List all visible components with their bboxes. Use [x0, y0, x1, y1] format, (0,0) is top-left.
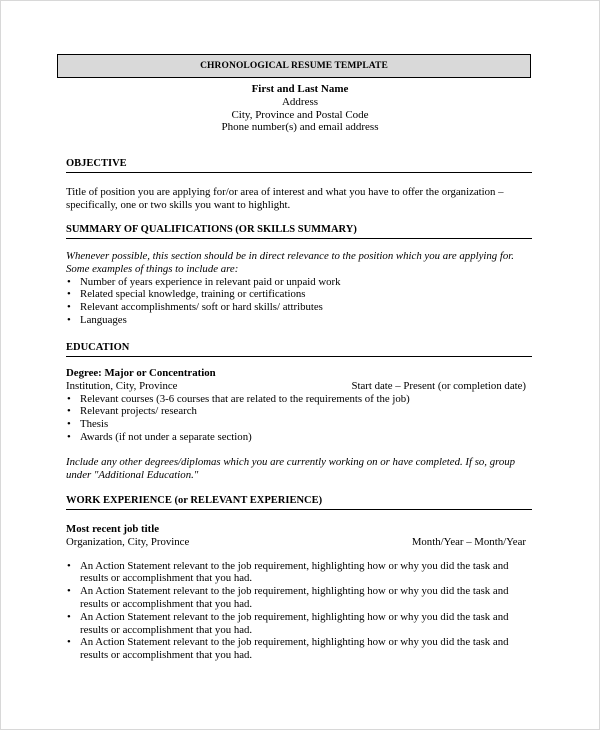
- organization-row: [66, 536, 532, 549]
- list-item: • Relevant accomplishments/ soft or hard skills/ attributes: [66, 301, 532, 314]
- work-heading: WORK EXPERIENCE (or RELEVANT EXPERIENCE): [66, 494, 532, 510]
- institution-row: [66, 380, 532, 393]
- list-item: • Thesis: [66, 418, 532, 431]
- additional-education-note: Include any other degrees/diplomas which you are currently working on or have completed. If so, group under "Additional Education.": [66, 455, 516, 481]
- document-title: CHRONOLOGICAL RESUME TEMPLATE: [57, 54, 531, 78]
- degree-line: Degree: Major or Concentration: [66, 367, 216, 379]
- address-line: Address: [281, 95, 319, 108]
- list-item: • Relevant projects/ research: [66, 405, 532, 418]
- list-item: • An Action Statement relevant to the job requirement, highlighting how or why you did the task and results or accomplishment that you had.: [66, 636, 532, 662]
- qualifications-heading: SUMMARY OF QUALIFICATIONS (OR SKILLS SUMMARY): [66, 223, 532, 239]
- applicant-name: First and Last Name: [251, 83, 349, 95]
- list-item: • Awards (if not under a separate section): [66, 431, 532, 444]
- qualifications-list: [66, 276, 532, 327]
- institution-text: Institution, City, Province: [66, 379, 178, 392]
- list-item: • Related special knowledge, training or certifications: [66, 288, 532, 301]
- work-block: [66, 523, 532, 662]
- list-item: • Relevant courses (3-6 courses that are related to the requirements of the job): [66, 393, 532, 406]
- list-item: • An Action Statement relevant to the job requirement, highlighting how or why you did the task and results or accomplishment that you had.: [66, 560, 532, 586]
- education-block: [66, 367, 532, 481]
- job-title: Most recent job title: [66, 523, 160, 535]
- list-item: • An Action Statement relevant to the job requirement, highlighting how or why you did the task and results or accomplishment that you had.: [66, 611, 532, 637]
- qualifications-block: [66, 250, 532, 327]
- education-dates: Start date – Present (or completion date): [351, 379, 526, 392]
- work-list: [66, 560, 532, 662]
- contact-line: Phone number(s) and email address: [221, 121, 379, 134]
- education-heading: EDUCATION: [66, 341, 532, 357]
- education-list: [66, 393, 532, 444]
- city-line: City, Province and Postal Code: [231, 108, 369, 121]
- objective-text: Title of position you are applying for/or area of interest and what you have to offer the organization – specifically, one or two skills you want to highlight.: [66, 186, 504, 211]
- list-item: • Number of years experience in relevant paid or unpaid work: [66, 276, 532, 289]
- objective-heading: OBJECTIVE: [66, 157, 532, 173]
- organization-text: Organization, City, Province: [66, 535, 190, 548]
- qualifications-intro: Whenever possible, this section should be in direct relevance to the position which you are applying for. Some examples of things to include are:: [66, 250, 514, 275]
- contact-header: [100, 83, 500, 134]
- list-item: • Languages: [66, 314, 532, 327]
- list-item: • An Action Statement relevant to the job requirement, highlighting how or why you did the task and results or accomplishment that you had.: [66, 585, 532, 611]
- work-dates: Month/Year – Month/Year: [411, 535, 526, 548]
